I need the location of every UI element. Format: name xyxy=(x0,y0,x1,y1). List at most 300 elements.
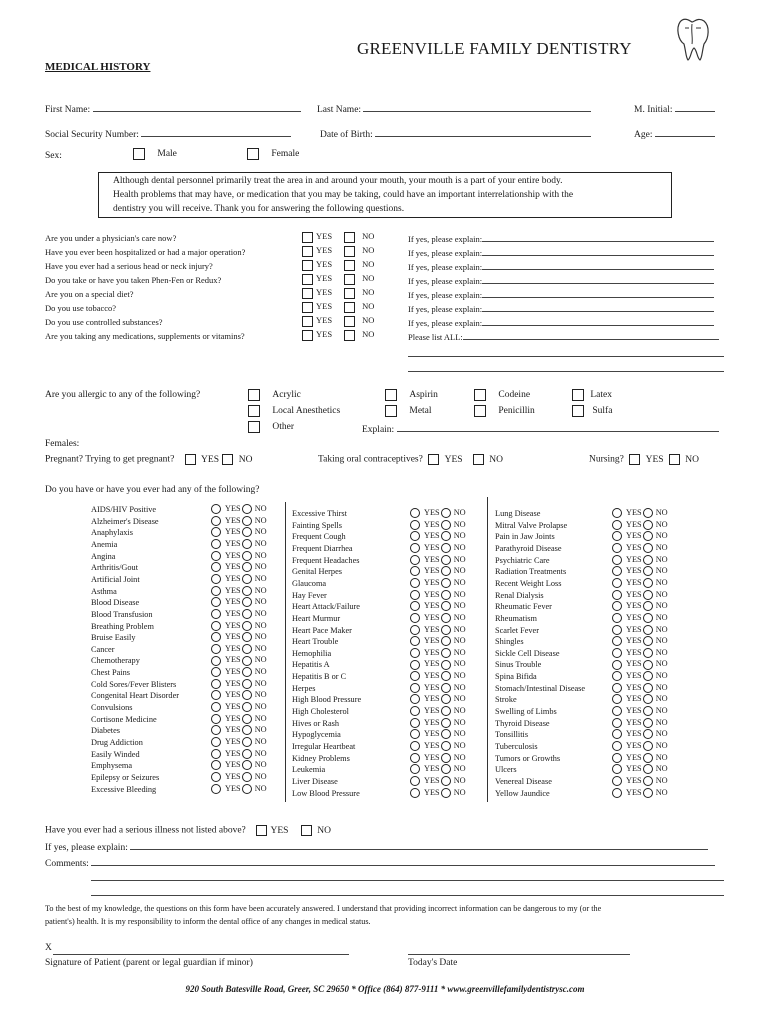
condition-label: Artificial Joint xyxy=(91,574,140,584)
condition-no-radio[interactable] xyxy=(242,667,252,677)
condition-yes-radio[interactable] xyxy=(612,531,622,541)
condition-yes-label: YES xyxy=(424,647,440,657)
condition-yes-radio[interactable] xyxy=(410,531,420,541)
condition-yes-radio[interactable] xyxy=(612,753,622,763)
condition-yes-label: YES xyxy=(225,655,241,665)
condition-yes-radio[interactable] xyxy=(612,590,622,600)
condition-label: High Cholesterol xyxy=(292,707,349,717)
condition-no-radio[interactable] xyxy=(643,543,653,553)
condition-no-radio[interactable] xyxy=(242,504,252,514)
condition-no-radio[interactable] xyxy=(643,531,653,541)
condition-yes-radio[interactable] xyxy=(410,776,420,786)
date-line[interactable] xyxy=(408,954,630,955)
condition-yes-radio[interactable] xyxy=(612,788,622,798)
condition-no-radio[interactable] xyxy=(242,784,252,794)
condition-no-radio[interactable] xyxy=(441,729,451,739)
aspirin-label: Aspirin xyxy=(409,390,438,401)
condition-yes-radio[interactable] xyxy=(410,601,420,611)
condition-yes-radio[interactable] xyxy=(410,625,420,635)
condition-yes-label: YES xyxy=(424,706,440,716)
condition-no-radio[interactable] xyxy=(242,679,252,689)
condition-no-label: NO xyxy=(254,608,267,618)
condition-no-radio[interactable] xyxy=(242,539,252,549)
question-no-label: NO xyxy=(362,259,375,269)
condition-yes-radio[interactable] xyxy=(612,578,622,588)
condition-yes-radio[interactable] xyxy=(410,660,420,670)
question-no-checkbox[interactable] xyxy=(344,246,355,257)
condition-yes-radio[interactable] xyxy=(612,508,622,518)
condition-yes-radio[interactable] xyxy=(211,667,221,677)
question-no-checkbox[interactable] xyxy=(344,288,355,299)
condition-yes-radio[interactable] xyxy=(612,764,622,774)
condition-yes-radio[interactable] xyxy=(211,597,221,607)
medications-extra-line-2[interactable] xyxy=(408,371,724,372)
condition-no-radio[interactable] xyxy=(242,714,252,724)
condition-yes-label: YES xyxy=(626,717,642,727)
condition-no-label: NO xyxy=(254,655,267,665)
condition-no-label: NO xyxy=(453,589,466,599)
condition-yes-radio[interactable] xyxy=(211,760,221,770)
condition-yes-radio[interactable] xyxy=(612,613,622,623)
sulfa-checkbox[interactable] xyxy=(572,405,584,417)
condition-no-radio[interactable] xyxy=(441,555,451,565)
condition-label: Spina Bifida xyxy=(495,672,537,682)
condition-yes-radio[interactable] xyxy=(410,590,420,600)
serious-illness-no-checkbox[interactable] xyxy=(301,825,312,836)
condition-yes-radio[interactable] xyxy=(211,749,221,759)
question-no-label: NO xyxy=(362,273,375,283)
condition-yes-radio[interactable] xyxy=(211,632,221,642)
condition-no-radio[interactable] xyxy=(643,578,653,588)
condition-label: Sickle Cell Disease xyxy=(495,648,560,658)
comments-field[interactable] xyxy=(91,856,715,866)
condition-yes-radio[interactable] xyxy=(211,784,221,794)
question-yes-checkbox[interactable] xyxy=(302,232,313,243)
pregnant-yes-checkbox[interactable] xyxy=(185,454,196,465)
condition-yes-radio[interactable] xyxy=(211,504,221,514)
condition-no-radio[interactable] xyxy=(643,788,653,798)
condition-yes-radio[interactable] xyxy=(612,601,622,611)
condition-no-label: NO xyxy=(655,647,668,657)
condition-no-radio[interactable] xyxy=(441,578,451,588)
female-checkbox[interactable] xyxy=(247,148,259,160)
condition-yes-radio[interactable] xyxy=(410,578,420,588)
condition-no-radio[interactable] xyxy=(643,566,653,576)
last-name-field[interactable] xyxy=(363,102,591,112)
condition-yes-radio[interactable] xyxy=(612,660,622,670)
condition-yes-radio[interactable] xyxy=(612,671,622,681)
condition-no-label: NO xyxy=(254,748,267,758)
condition-no-label: NO xyxy=(254,632,267,642)
condition-yes-radio[interactable] xyxy=(211,586,221,596)
condition-yes-radio[interactable] xyxy=(612,648,622,658)
condition-no-radio[interactable] xyxy=(441,520,451,530)
local-anesthetics-checkbox[interactable] xyxy=(248,405,260,417)
condition-no-radio[interactable] xyxy=(441,543,451,553)
condition-no-radio[interactable] xyxy=(441,694,451,704)
condition-yes-label: YES xyxy=(424,694,440,704)
condition-no-radio[interactable] xyxy=(242,644,252,654)
condition-no-label: NO xyxy=(453,706,466,716)
condition-no-radio[interactable] xyxy=(643,648,653,658)
question-no-checkbox[interactable] xyxy=(344,232,355,243)
condition-yes-radio[interactable] xyxy=(612,543,622,553)
condition-no-radio[interactable] xyxy=(441,741,451,751)
condition-no-radio[interactable] xyxy=(441,566,451,576)
condition-yes-label: YES xyxy=(225,550,241,560)
condition-yes-radio[interactable] xyxy=(211,725,221,735)
condition-yes-radio[interactable] xyxy=(410,648,420,658)
condition-yes-radio[interactable] xyxy=(211,644,221,654)
condition-yes-radio[interactable] xyxy=(410,741,420,751)
question-yes-checkbox[interactable] xyxy=(302,288,313,299)
condition-no-radio[interactable] xyxy=(643,601,653,611)
condition-yes-radio[interactable] xyxy=(211,656,221,666)
question-explain-field[interactable] xyxy=(482,261,714,270)
condition-no-radio[interactable] xyxy=(441,613,451,623)
condition-yes-radio[interactable] xyxy=(612,694,622,704)
condition-yes-radio[interactable] xyxy=(211,574,221,584)
contraceptives-yes-checkbox[interactable] xyxy=(428,454,439,465)
condition-yes-label: YES xyxy=(225,783,241,793)
question-text: Do you take or have you taken Phen-Fen or Redux? xyxy=(45,275,222,285)
condition-label: Stroke xyxy=(495,695,517,705)
condition-label: Tuberculosis xyxy=(495,742,538,751)
condition-no-label: NO xyxy=(453,694,466,704)
condition-no-radio[interactable] xyxy=(643,520,653,530)
condition-yes-label: YES xyxy=(225,678,241,688)
penicillin-label: Penicillin xyxy=(498,406,535,417)
condition-label: Radiation Treatments xyxy=(495,567,567,577)
condition-label: Rheumatic Fever xyxy=(495,602,552,612)
condition-yes-radio[interactable] xyxy=(211,772,221,782)
comments-line-3[interactable] xyxy=(91,895,724,896)
condition-no-radio[interactable] xyxy=(643,508,653,518)
question-text: Do you use tobacco? xyxy=(45,303,117,313)
condition-no-label: NO xyxy=(655,741,668,750)
condition-no-label: NO xyxy=(453,566,466,576)
condition-yes-radio[interactable] xyxy=(211,562,221,572)
ssn-field[interactable] xyxy=(141,127,291,137)
condition-no-radio[interactable] xyxy=(242,551,252,561)
condition-no-radio[interactable] xyxy=(643,753,653,763)
condition-yes-radio[interactable] xyxy=(612,718,622,728)
condition-no-radio[interactable] xyxy=(643,776,653,786)
allergy-explain-field[interactable] xyxy=(397,422,719,432)
condition-label: Anemia xyxy=(91,539,118,549)
condition-label: Scarlet Fever xyxy=(495,625,540,635)
condition-no-radio[interactable] xyxy=(441,508,451,518)
condition-yes-radio[interactable] xyxy=(211,737,221,747)
condition-yes-radio[interactable] xyxy=(410,636,420,646)
condition-label: Heart Murmur xyxy=(292,613,341,623)
condition-no-radio[interactable] xyxy=(242,586,252,596)
condition-yes-label: YES xyxy=(626,554,642,564)
condition-label: Kidney Problems xyxy=(292,753,350,763)
condition-no-radio[interactable] xyxy=(441,531,451,541)
condition-no-radio[interactable] xyxy=(242,772,252,782)
condition-no-radio[interactable] xyxy=(643,741,653,751)
condition-no-radio[interactable] xyxy=(643,590,653,600)
condition-yes-radio[interactable] xyxy=(612,729,622,739)
male-checkbox[interactable] xyxy=(133,148,145,160)
condition-no-radio[interactable] xyxy=(643,718,653,728)
condition-yes-radio[interactable] xyxy=(211,702,221,712)
question-no-checkbox[interactable] xyxy=(344,316,355,327)
question-explain-label: If yes, please explain: xyxy=(408,304,483,314)
question-no-checkbox[interactable] xyxy=(344,260,355,271)
question-yes-checkbox[interactable] xyxy=(302,246,313,257)
aspirin-checkbox[interactable] xyxy=(385,389,397,401)
condition-no-label: NO xyxy=(655,624,668,634)
condition-label: Excessive Thirst xyxy=(292,509,347,518)
condition-yes-radio[interactable] xyxy=(410,764,420,774)
condition-no-radio[interactable] xyxy=(242,737,252,747)
condition-no-label: NO xyxy=(655,729,668,739)
condition-yes-label: YES xyxy=(225,597,241,607)
question-yes-label: YES xyxy=(316,315,333,325)
condition-no-radio[interactable] xyxy=(643,706,653,716)
acrylic-checkbox[interactable] xyxy=(248,389,260,401)
contraceptives-question: Taking oral contraceptives? xyxy=(318,454,423,465)
condition-yes-radio[interactable] xyxy=(612,636,622,646)
condition-label: Epilepsy or Seizures xyxy=(91,772,160,782)
question-yes-checkbox[interactable] xyxy=(302,316,313,327)
condition-yes-radio[interactable] xyxy=(211,551,221,561)
condition-no-radio[interactable] xyxy=(441,648,451,658)
condition-no-radio[interactable] xyxy=(242,574,252,584)
serious-illness-explain-field[interactable] xyxy=(130,840,708,850)
condition-label: Frequent Headaches xyxy=(292,555,360,565)
condition-no-radio[interactable] xyxy=(441,683,451,693)
condition-yes-radio[interactable] xyxy=(410,671,420,681)
condition-no-radio[interactable] xyxy=(441,753,451,763)
condition-yes-radio[interactable] xyxy=(410,613,420,623)
contraceptives-no-checkbox[interactable] xyxy=(473,454,484,465)
condition-yes-radio[interactable] xyxy=(612,706,622,716)
condition-no-label: NO xyxy=(254,620,267,630)
condition-no-radio[interactable] xyxy=(242,702,252,712)
serious-illness-explain-label: If yes, please explain: xyxy=(45,843,128,853)
condition-yes-radio[interactable] xyxy=(211,690,221,700)
condition-no-label: NO xyxy=(254,643,267,653)
question-no-checkbox[interactable] xyxy=(344,274,355,285)
serious-illness-question: Have you ever had a serious illness not listed above? xyxy=(45,825,246,836)
condition-no-radio[interactable] xyxy=(242,527,252,537)
condition-label: Sinus Trouble xyxy=(495,660,542,670)
condition-yes-radio[interactable] xyxy=(211,621,221,631)
condition-yes-radio[interactable] xyxy=(612,776,622,786)
condition-no-radio[interactable] xyxy=(643,764,653,774)
condition-yes-label: YES xyxy=(424,531,440,541)
serious-illness-yes-checkbox[interactable] xyxy=(256,825,267,836)
condition-yes-radio[interactable] xyxy=(410,718,420,728)
condition-yes-radio[interactable] xyxy=(612,683,622,693)
question-yes-label: YES xyxy=(316,273,333,283)
condition-no-radio[interactable] xyxy=(441,718,451,728)
question-explain-field[interactable] xyxy=(463,331,719,340)
condition-yes-radio[interactable] xyxy=(211,679,221,689)
question-no-checkbox[interactable] xyxy=(344,302,355,313)
condition-no-radio[interactable] xyxy=(643,683,653,693)
condition-no-radio[interactable] xyxy=(242,690,252,700)
condition-no-label: NO xyxy=(254,527,267,537)
condition-no-radio[interactable] xyxy=(441,671,451,681)
condition-no-radio[interactable] xyxy=(643,625,653,635)
condition-yes-label: YES xyxy=(424,729,440,739)
condition-no-label: NO xyxy=(655,554,668,564)
condition-yes-radio[interactable] xyxy=(410,788,420,798)
condition-yes-radio[interactable] xyxy=(410,555,420,565)
question-explain-field[interactable] xyxy=(482,303,714,312)
other-allergy-label: Other xyxy=(272,422,295,433)
condition-no-radio[interactable] xyxy=(643,729,653,739)
condition-yes-radio[interactable] xyxy=(211,609,221,619)
question-explain-label: If yes, please explain: xyxy=(408,262,483,272)
condition-label: Alzheimer's Disease xyxy=(91,516,159,526)
condition-no-radio[interactable] xyxy=(242,760,252,770)
condition-no-radio[interactable] xyxy=(242,725,252,735)
condition-yes-label: YES xyxy=(424,787,440,797)
question-no-checkbox[interactable] xyxy=(344,330,355,341)
pregnant-no-checkbox[interactable] xyxy=(222,454,233,465)
condition-no-radio[interactable] xyxy=(441,764,451,774)
condition-yes-radio[interactable] xyxy=(211,527,221,537)
condition-yes-radio[interactable] xyxy=(612,520,622,530)
question-yes-checkbox[interactable] xyxy=(302,330,313,341)
condition-no-radio[interactable] xyxy=(643,660,653,670)
condition-label: Convulsions xyxy=(91,703,133,713)
condition-yes-label: YES xyxy=(225,620,241,630)
condition-no-radio[interactable] xyxy=(643,636,653,646)
condition-yes-radio[interactable] xyxy=(211,539,221,549)
nursing-no-checkbox[interactable] xyxy=(669,454,680,465)
latex-checkbox[interactable] xyxy=(572,389,584,401)
condition-no-label: NO xyxy=(254,725,267,735)
condition-yes-label: YES xyxy=(626,694,642,704)
middle-initial-label: M. Initial: xyxy=(634,105,673,115)
condition-yes-label: YES xyxy=(626,659,642,669)
signature-x: X xyxy=(45,943,52,953)
condition-yes-radio[interactable] xyxy=(612,555,622,565)
condition-no-label: NO xyxy=(655,706,668,716)
condition-yes-radio[interactable] xyxy=(410,543,420,553)
question-explain-field[interactable] xyxy=(482,233,714,242)
condition-yes-radio[interactable] xyxy=(410,694,420,704)
condition-no-radio[interactable] xyxy=(441,706,451,716)
condition-no-radio[interactable] xyxy=(242,562,252,572)
comments-line-2[interactable] xyxy=(91,880,724,881)
middle-initial-field[interactable] xyxy=(675,102,715,112)
condition-no-label: NO xyxy=(254,678,267,688)
condition-no-radio[interactable] xyxy=(441,625,451,635)
condition-label: Tonsillitis xyxy=(495,730,529,740)
penicillin-checkbox[interactable] xyxy=(474,405,486,417)
sex-label: Sex: xyxy=(45,151,62,161)
condition-label: Hypoglycemia xyxy=(292,730,341,740)
signature-line[interactable] xyxy=(53,954,349,955)
condition-yes-label: YES xyxy=(626,508,642,517)
age-field[interactable] xyxy=(655,127,715,137)
metal-checkbox[interactable] xyxy=(385,405,397,417)
condition-yes-radio[interactable] xyxy=(410,729,420,739)
condition-yes-radio[interactable] xyxy=(612,566,622,576)
question-yes-label: YES xyxy=(316,329,333,339)
condition-label: Anaphylaxis xyxy=(91,528,133,538)
condition-no-radio[interactable] xyxy=(242,516,252,526)
condition-yes-radio[interactable] xyxy=(410,566,420,576)
condition-no-radio[interactable] xyxy=(242,621,252,631)
condition-no-radio[interactable] xyxy=(441,601,451,611)
condition-label: Hemophilia xyxy=(292,648,332,658)
codeine-checkbox[interactable] xyxy=(474,389,486,401)
condition-no-radio[interactable] xyxy=(242,632,252,642)
condition-yes-radio[interactable] xyxy=(410,683,420,693)
nursing-yes-checkbox[interactable] xyxy=(629,454,640,465)
condition-no-radio[interactable] xyxy=(441,660,451,670)
condition-yes-label: YES xyxy=(225,632,241,642)
condition-yes-radio[interactable] xyxy=(410,508,420,518)
allergy-explain-label: Explain: xyxy=(362,425,395,435)
condition-no-radio[interactable] xyxy=(643,555,653,565)
condition-yes-label: YES xyxy=(424,566,440,576)
condition-yes-radio[interactable] xyxy=(612,741,622,751)
condition-no-label: NO xyxy=(655,566,668,576)
condition-yes-label: YES xyxy=(626,577,642,587)
condition-no-radio[interactable] xyxy=(242,597,252,607)
condition-yes-label: YES xyxy=(424,752,440,762)
condition-no-label: NO xyxy=(453,671,466,681)
condition-no-radio[interactable] xyxy=(643,671,653,681)
condition-no-radio[interactable] xyxy=(242,609,252,619)
practice-name: GREENVILLE FAMILY DENTISTRY xyxy=(357,39,632,58)
condition-no-radio[interactable] xyxy=(441,788,451,798)
condition-no-radio[interactable] xyxy=(242,656,252,666)
condition-yes-radio[interactable] xyxy=(211,714,221,724)
condition-label: Emphysema xyxy=(91,761,133,771)
condition-yes-radio[interactable] xyxy=(410,520,420,530)
dob-field[interactable] xyxy=(375,127,591,137)
question-explain-field[interactable] xyxy=(482,289,714,298)
female-label: Female xyxy=(271,149,300,160)
other-allergy-checkbox[interactable] xyxy=(248,421,260,433)
condition-yes-radio[interactable] xyxy=(410,706,420,716)
column-divider-2 xyxy=(487,497,488,802)
comments-label: Comments: xyxy=(45,859,89,869)
condition-yes-radio[interactable] xyxy=(211,516,221,526)
medications-extra-line-1[interactable] xyxy=(408,356,724,357)
question-explain-field[interactable] xyxy=(482,317,714,326)
condition-no-label: NO xyxy=(254,597,267,607)
question-explain-field[interactable] xyxy=(482,247,714,256)
first-name-field[interactable] xyxy=(93,102,301,112)
condition-no-radio[interactable] xyxy=(643,694,653,704)
condition-yes-label: YES xyxy=(225,771,241,781)
condition-yes-label: YES xyxy=(424,659,440,669)
question-explain-label: If yes, please explain: xyxy=(408,276,483,286)
condition-no-radio[interactable] xyxy=(441,776,451,786)
question-explain-field[interactable] xyxy=(482,275,714,284)
condition-no-radio[interactable] xyxy=(242,749,252,759)
condition-yes-radio[interactable] xyxy=(612,625,622,635)
question-yes-checkbox[interactable] xyxy=(302,274,313,285)
condition-no-radio[interactable] xyxy=(441,636,451,646)
question-yes-checkbox[interactable] xyxy=(302,260,313,271)
condition-no-radio[interactable] xyxy=(441,590,451,600)
condition-no-radio[interactable] xyxy=(643,613,653,623)
question-yes-checkbox[interactable] xyxy=(302,302,313,313)
condition-yes-radio[interactable] xyxy=(410,753,420,763)
